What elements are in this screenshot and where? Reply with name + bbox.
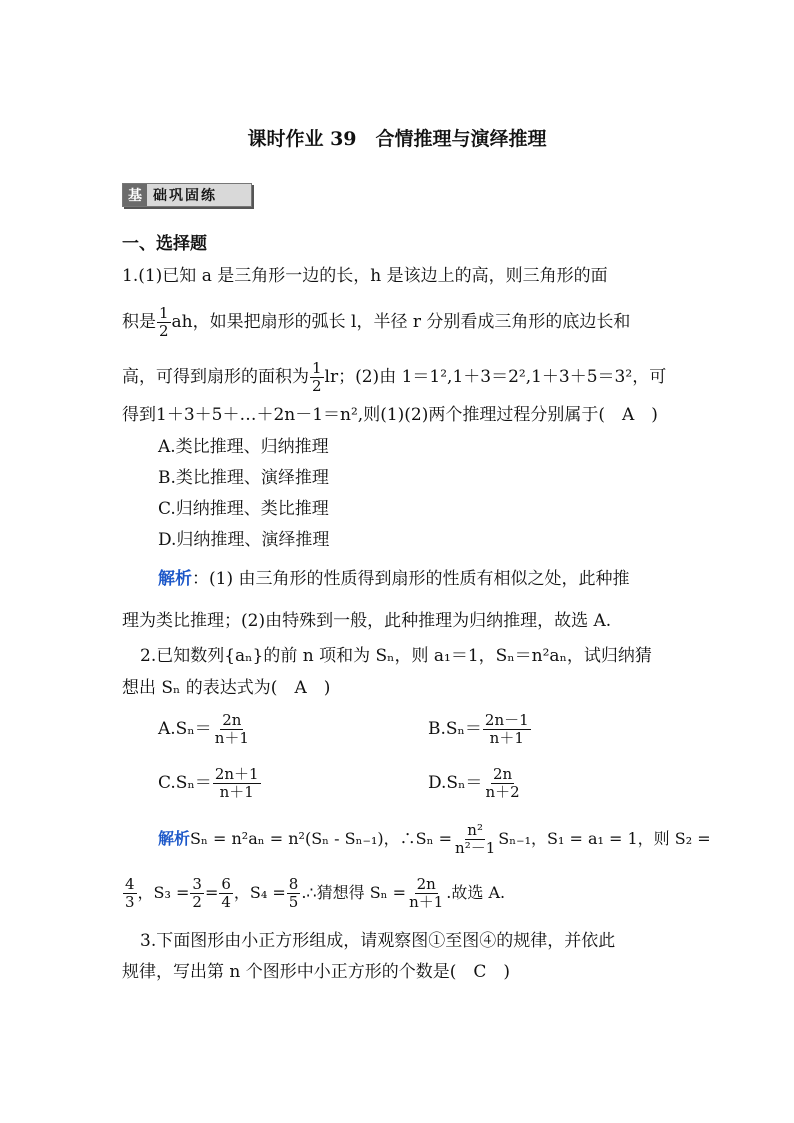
s2-fraction [123, 876, 137, 911]
q1-analysis-text1: ：(1) 由三角形的性质得到扇形的性质有相似之处，此种推 [192, 569, 630, 589]
frac-num: 4 [125, 875, 135, 893]
q2-analysis-line1 [158, 822, 711, 857]
frac-den: n＋1 [219, 783, 254, 801]
frac-num: 2n [492, 765, 513, 783]
analysis-label: 解析 [158, 569, 192, 589]
badge-first-char: 基 [123, 184, 147, 206]
q3-line2: 规律，写出第 n 个图形中小正方形的个数是( C ) [122, 962, 511, 982]
q1-option-a: A.类比推理、归纳推理 [158, 437, 329, 457]
opt-label: D.Sₙ＝ [428, 773, 483, 793]
opt-label: A.Sₙ＝ [158, 719, 212, 739]
s3-fraction [190, 876, 204, 911]
frac-num: n² [467, 821, 483, 839]
frac-den: 5 [288, 893, 299, 911]
frac-num: 2n [416, 875, 436, 893]
s3-fraction-2 [219, 876, 233, 911]
opt-label: C.Sₙ＝ [158, 773, 212, 793]
q1-line2-b: ah，如果把扇形的弧长 l，半径 r 分别看成三角形的底边长和 [171, 312, 631, 332]
opt-label: B.Sₙ＝ [428, 719, 482, 739]
q2-analysis-b: Sₙ₋₁，S₁ = a₁ = 1，则 S₂ = [498, 829, 711, 848]
conclusion-text: .故选 A. [446, 883, 506, 902]
q1-line3-b: lr；(2)由 1＝1²,1＋3＝2²,1＋3＋5＝3²，可 [324, 367, 667, 387]
q2-analysis-line2 [122, 876, 505, 911]
q2-option-d [428, 766, 523, 801]
q1-option-c: C.归纳推理、类比推理 [158, 499, 329, 519]
frac-num: 1 [312, 359, 322, 377]
q1-fraction-half-2 [310, 360, 324, 395]
s3-label: ，S₃ = [137, 883, 190, 902]
opt-fraction [483, 712, 531, 747]
frac-den: n＋1 [489, 729, 524, 747]
frac-num: 2n－1 [484, 711, 529, 729]
frac-den: n＋1 [409, 893, 444, 911]
q1-analysis-line2: 理为类比推理；(2)由特殊到一般，此种推理为归纳推理，故选 A. [122, 611, 612, 631]
q1-fraction-half [157, 305, 171, 340]
frac-den: n＋1 [214, 729, 249, 747]
q1-option-d: D.归纳推理、演绎推理 [158, 530, 330, 550]
q1-line3 [122, 360, 666, 395]
frac-num: 1 [159, 304, 169, 322]
frac-num: 2n＋1 [214, 765, 259, 783]
q2-line2: 想出 Sₙ 的表达式为( A ) [122, 678, 331, 698]
q2-analysis-a: Sₙ = n²aₙ = n²(Sₙ - Sₙ₋₁)，∴Sₙ = [190, 829, 453, 848]
q1-line1: 1.(1)已知 a 是三角形一边的长，h 是该边上的高，则三角形的面 [122, 266, 608, 286]
frac-den: 3 [125, 893, 135, 911]
guess-text: .∴猜想得 Sₙ = [301, 883, 407, 902]
frac-num: 3 [192, 875, 202, 893]
section-heading: 一、选择题 [122, 234, 207, 254]
q2-line1: 2.已知数列{aₙ}的前 n 项和为 Sₙ，则 a₁＝1，Sₙ＝n²aₙ，试归纳猜 [140, 646, 652, 666]
badge-text: 础巩固练 [153, 188, 217, 204]
frac-den: n＋2 [485, 783, 520, 801]
q1-option-b: B.类比推理、演绎推理 [158, 468, 329, 488]
frac-den: 2 [312, 377, 322, 395]
q2-option-a [158, 712, 252, 747]
q1-line4: 得到1＋3＋5＋…＋2n－1＝n²,则(1)(2)两个推理过程分别属于( A ) [122, 405, 658, 425]
frac-den: n²－1 [455, 839, 496, 857]
guess-fraction [407, 876, 445, 911]
q1-line2-a: 积是 [122, 312, 156, 332]
frac-den: 2 [159, 322, 169, 340]
frac-den: 2 [192, 893, 202, 911]
frac-num: 2n [222, 711, 242, 729]
section-badge [122, 183, 252, 207]
q2-option-b [428, 712, 532, 747]
page-title: 课时作业 39 合情推理与演绎推理 [247, 128, 547, 150]
s4-fraction [287, 876, 301, 911]
q2-analysis-fraction [453, 822, 497, 857]
frac-num: 6 [221, 875, 231, 893]
opt-fraction [213, 766, 261, 801]
q1-analysis-line1 [158, 569, 629, 589]
frac-num: 8 [288, 875, 299, 893]
analysis-label: 解析 [158, 829, 191, 848]
opt-fraction [483, 766, 521, 801]
q1-line2 [122, 305, 630, 340]
opt-fraction [213, 712, 251, 747]
frac-den: 4 [221, 893, 231, 911]
q1-line3-a: 高，可得到扇形的面积为 [122, 367, 309, 387]
q2-option-c [158, 766, 262, 801]
s4-label: ，S₄ = [233, 883, 286, 902]
equals-sign: = [204, 883, 219, 902]
q3-line1: 3.下面图形由小正方形组成，请观察图①至图④的规律，并依此 [140, 931, 616, 951]
